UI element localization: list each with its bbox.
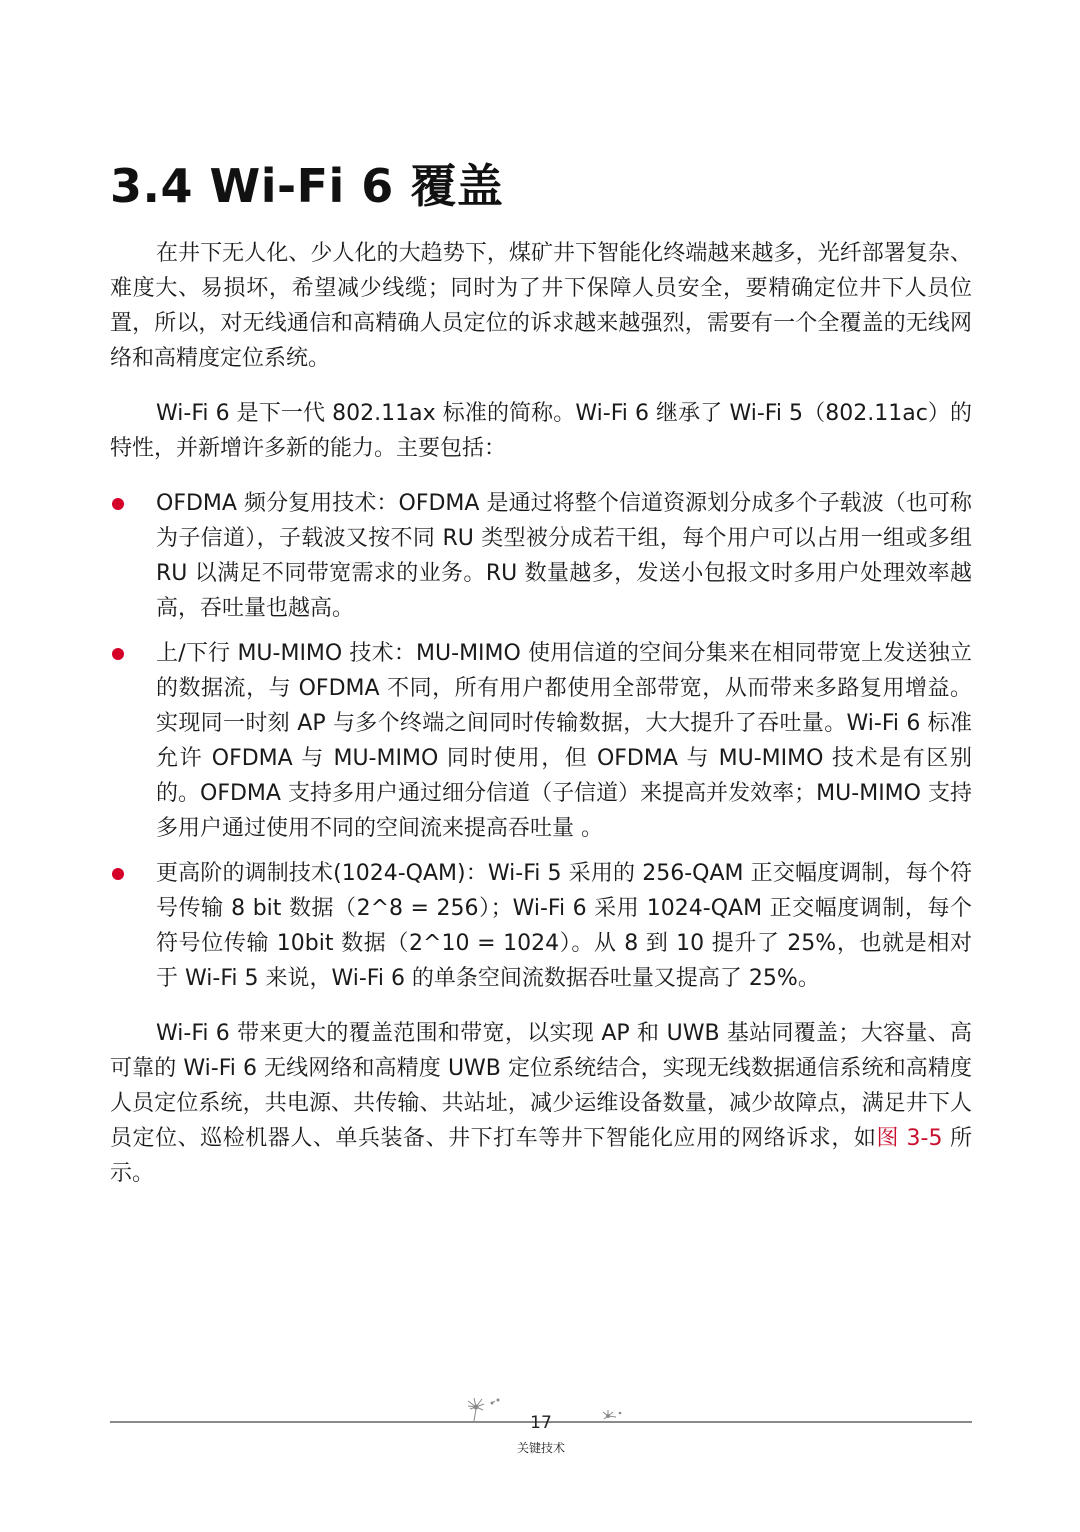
- body-content: [110, 236, 972, 1211]
- list-item-text: 更高阶的调制技术(1024-QAM)：Wi-Fi 5 采用的 256-QAM 正交幅度调制，每个符号传输 8 bit 数据（2^8 = 256）；Wi-Fi 6 采用 1024-QAM 正交幅度调制，每个符号位传输 10bit 数据（2^10 = 1024）。从 8 到 10 提升了 25%，也就是相对于 Wi-Fi 5 来说，Wi-Fi 6 的单条空间流数据吞吐量又提高了 25%。: [156, 861, 972, 991]
- bullet-dot-icon: [112, 648, 124, 660]
- wifi6-intro-paragraph: Wi-Fi 6 是下一代 802.11ax 标准的简称。Wi-Fi 6 继承了 Wi-Fi 5（802.11ac）的特性，并新增许多新的能力。主要包括：: [110, 401, 972, 461]
- bullet-dot-icon: [112, 868, 124, 880]
- feature-list: [110, 486, 972, 996]
- page-title: 3.4 Wi-Fi 6 覆盖: [110, 159, 504, 213]
- list-item: [110, 636, 972, 846]
- page-footer: [110, 1395, 972, 1465]
- list-item: [110, 486, 972, 626]
- coverage-paragraph: [110, 1016, 972, 1191]
- coverage-text: Wi-Fi 6 带来更大的覆盖范围和带宽，以实现 AP 和 UWB 基站同覆盖；大容量、高可靠的 Wi-Fi 6 无线网络和高精度 UWB 定位系统结合，实现无线数据通信系统和高精度人员定位系统，共电源、共传输、共站址，减少运维设备数量，减少故障点，满足井下人员定位、巡检机器人、单兵装备、井下打车等井下智能化应用的网络诉求，如: [110, 1021, 972, 1151]
- coverage-suffix: 所示。: [110, 1126, 972, 1186]
- footer-section-label: 关键技术: [516, 1441, 565, 1455]
- bullet-dot-icon: [112, 498, 124, 510]
- list-item-text: 上/下行 MU-MIMO 技术：MU-MIMO 使用信道的空间分集来在相同带宽上发送独立的数据流，与 OFDMA 不同，所有用户都使用全部带宽，从而带来多路复用增益。实现同一时刻 AP 与多个终端之间同时传输数据，大大提升了吞吐量。Wi-Fi 6 标准允许 OFDMA 与 MU-MIMO 同时使用，但 OFDMA 与 MU-MIMO 技术是有区别的。OFDMA 支持多用户通过细分信道（子信道）来提高并发效率；MU-MIMO 支持多用户通过使用不同的空间流来提高吞吐量 。: [156, 641, 972, 841]
- intro-paragraph: 在井下无人化、少人化的大趋势下，煤矿井下智能化终端越来越多，光纤部署复杂、难度大、易损坏，希望减少线缆；同时为了井下保障人员安全，要精确定位井下人员位置，所以，对无线通信和高精确人员定位的诉求越来越强烈，需要有一个全覆盖的无线网络和高精度定位系统。: [110, 241, 972, 371]
- list-item: [110, 856, 972, 996]
- list-item-text: OFDMA 频分复用技术：OFDMA 是通过将整个信道资源划分成多个子载波（也可称为子信道），子载波又按不同 RU 类型被分成若干组，每个用户可以占用一组或多组 RU 以满足不同带宽需求的业务。RU 数量越多，发送小包报文时多用户处理效率越高，吞吐量也越高。: [156, 491, 972, 621]
- figure-reference-link[interactable]: 图 3-5: [876, 1126, 943, 1151]
- page-number: 17: [530, 1413, 552, 1433]
